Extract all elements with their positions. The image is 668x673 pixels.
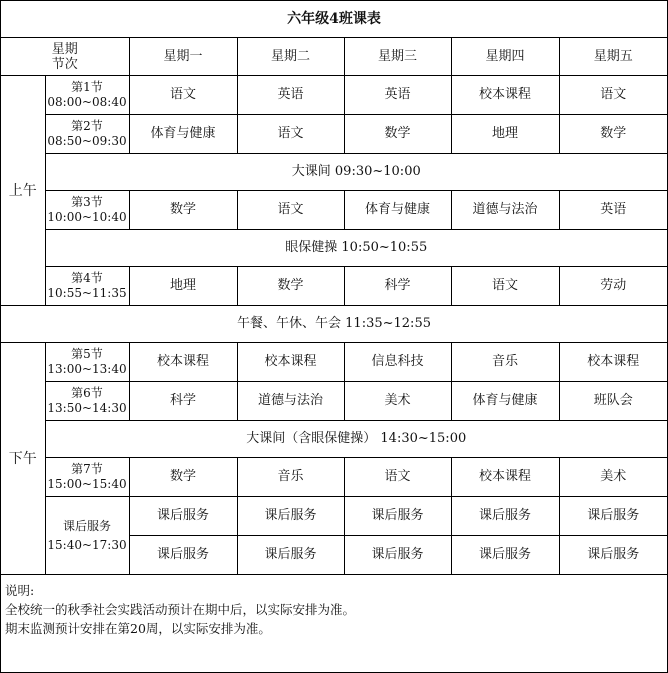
subject-cell: 课后服务 xyxy=(559,536,667,575)
period-name: 第1节 xyxy=(71,80,103,94)
subject-cell: 地理 xyxy=(451,115,559,154)
day-header: 星期五 xyxy=(559,38,667,76)
subject-cell: 课后服务 xyxy=(129,536,237,575)
notes-line: 全校统一的秋季社会实践活动预计在期中后，以实际安排为准。 xyxy=(5,602,356,617)
subject-cell: 校本课程 xyxy=(451,458,559,497)
subject-cell: 课后服务 xyxy=(559,497,667,536)
period-time: 13:50~14:30 xyxy=(47,401,127,415)
day-header: 星期四 xyxy=(451,38,559,76)
after-school-name: 课后服务 xyxy=(62,518,111,533)
notes-heading: 说明: xyxy=(5,583,35,598)
subject-cell: 校本课程 xyxy=(237,343,344,382)
subject-cell: 语文 xyxy=(237,191,344,230)
period-name: 第5节 xyxy=(71,347,103,361)
subject-cell: 体育与健康 xyxy=(451,382,559,421)
notes xyxy=(1,575,667,642)
subject-cell: 语文 xyxy=(129,76,237,115)
period-time: 10:55~11:35 xyxy=(47,286,127,300)
corner-period-label: 节次 xyxy=(51,56,78,72)
subject-cell: 英语 xyxy=(559,191,667,230)
period-cell xyxy=(45,267,129,306)
subject-cell: 校本课程 xyxy=(129,343,237,382)
page-title: 六年级4班课表 xyxy=(1,1,667,38)
period-row xyxy=(1,76,667,115)
subject-cell: 音乐 xyxy=(451,343,559,382)
break-row xyxy=(1,421,667,458)
period-time: 15:00~15:40 xyxy=(47,477,127,491)
after-school-time: 15:40~17:30 xyxy=(47,537,127,552)
subject-cell: 数学 xyxy=(129,191,237,230)
noon-break: 午餐、午休、午会 11:35~12:55 xyxy=(1,306,667,343)
subject-cell: 课后服务 xyxy=(451,497,559,536)
subject-cell: 信息科技 xyxy=(344,343,451,382)
subject-cell: 语文 xyxy=(237,115,344,154)
period-cell xyxy=(45,343,129,382)
subject-cell: 课后服务 xyxy=(344,497,451,536)
period-time: 10:00~10:40 xyxy=(47,210,127,224)
break-afternoon-recess: 大课间（含眼保健操） 14:30~15:00 xyxy=(45,421,667,458)
period-row xyxy=(1,115,667,154)
period-name: 第6节 xyxy=(71,386,103,400)
period-cell xyxy=(45,115,129,154)
day-header: 星期一 xyxy=(129,38,237,76)
subject-cell: 数学 xyxy=(129,458,237,497)
subject-cell: 英语 xyxy=(237,76,344,115)
period-time: 08:00~08:40 xyxy=(47,95,127,109)
subject-cell: 语文 xyxy=(559,76,667,115)
subject-cell: 美术 xyxy=(559,458,667,497)
morning-label: 上午 xyxy=(1,76,45,306)
afternoon-label: 下午 xyxy=(1,343,45,575)
period-name: 第3节 xyxy=(71,195,103,209)
subject-cell: 数学 xyxy=(559,115,667,154)
period-cell xyxy=(45,458,129,497)
noon-row xyxy=(1,306,667,343)
notes-line: 期末监测预计安排在第20周，以实际安排为准。 xyxy=(5,621,271,636)
period-cell xyxy=(45,382,129,421)
period-name: 第2节 xyxy=(71,119,103,133)
subject-cell: 课后服务 xyxy=(237,536,344,575)
subject-cell: 数学 xyxy=(344,115,451,154)
period-row xyxy=(1,191,667,230)
subject-cell: 地理 xyxy=(129,267,237,306)
subject-cell: 道德与法治 xyxy=(451,191,559,230)
subject-cell: 道德与法治 xyxy=(237,382,344,421)
subject-cell: 科学 xyxy=(129,382,237,421)
period-cell xyxy=(45,191,129,230)
subject-cell: 校本课程 xyxy=(451,76,559,115)
break-eye-exercise: 眼保健操 10:50~10:55 xyxy=(45,230,667,267)
subject-cell: 音乐 xyxy=(237,458,344,497)
subject-cell: 课后服务 xyxy=(237,497,344,536)
subject-cell: 美术 xyxy=(344,382,451,421)
break-row xyxy=(1,230,667,267)
subject-cell: 语文 xyxy=(344,458,451,497)
corner-weekday-label: 星期 xyxy=(51,41,78,57)
after-school-row xyxy=(1,497,667,536)
period-row xyxy=(1,343,667,382)
subject-cell: 语文 xyxy=(451,267,559,306)
period-time: 13:00~13:40 xyxy=(47,362,127,376)
subject-cell: 体育与健康 xyxy=(129,115,237,154)
break-row xyxy=(1,154,667,191)
header-row xyxy=(1,38,667,76)
day-header: 星期三 xyxy=(344,38,451,76)
subject-cell: 班队会 xyxy=(559,382,667,421)
break-big-recess: 大课间 09:30~10:00 xyxy=(45,154,667,191)
corner-header xyxy=(1,38,129,76)
timetable xyxy=(1,1,667,575)
day-header: 星期二 xyxy=(237,38,344,76)
subject-cell: 英语 xyxy=(344,76,451,115)
period-row xyxy=(1,267,667,306)
subject-cell: 科学 xyxy=(344,267,451,306)
after-school-cell xyxy=(45,497,129,575)
subject-cell: 课后服务 xyxy=(451,536,559,575)
period-row xyxy=(1,382,667,421)
period-cell xyxy=(45,76,129,115)
subject-cell: 校本课程 xyxy=(559,343,667,382)
period-row xyxy=(1,458,667,497)
period-name: 第7节 xyxy=(71,462,103,476)
subject-cell: 劳动 xyxy=(559,267,667,306)
subject-cell: 课后服务 xyxy=(129,497,237,536)
subject-cell: 体育与健康 xyxy=(344,191,451,230)
subject-cell: 课后服务 xyxy=(344,536,451,575)
period-time: 08:50~09:30 xyxy=(47,134,127,148)
period-name: 第4节 xyxy=(71,271,103,285)
title-row xyxy=(1,1,667,38)
subject-cell: 数学 xyxy=(237,267,344,306)
